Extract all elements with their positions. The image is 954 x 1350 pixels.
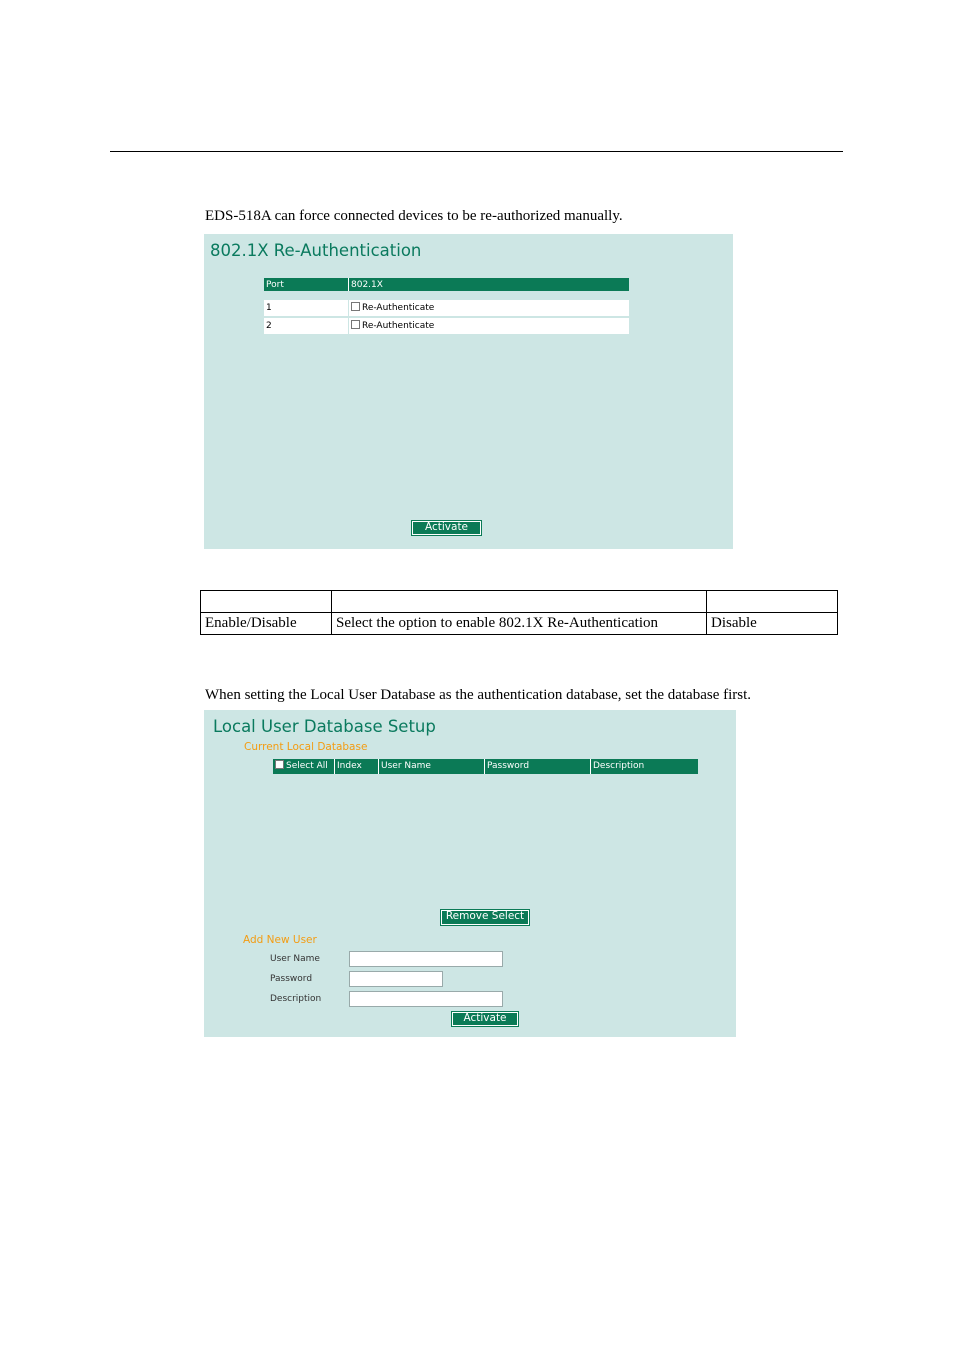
reauth-panel (204, 234, 733, 549)
port-cell: 2 (264, 318, 349, 334)
table-row (264, 300, 629, 316)
description-cell: Select the option to enable 802.1X Re-Authentication (332, 613, 707, 635)
current-db-label: Current Local Database (244, 741, 368, 753)
header-cell (332, 591, 707, 613)
activate-button[interactable]: Activate (412, 521, 481, 535)
table-row (264, 318, 629, 334)
db-header-row (273, 759, 698, 774)
password-label: Password (270, 974, 313, 984)
table-row (201, 613, 838, 635)
user-name-input[interactable] (349, 951, 503, 967)
reauth-title: 802.1X Re-Authentication (210, 241, 422, 260)
add-new-user-label: Add New User (243, 934, 317, 946)
header-rule (110, 151, 843, 152)
col-user-name: User Name (379, 759, 485, 774)
col-index: Index (335, 759, 379, 774)
remove-select-button[interactable]: Remove Select (441, 910, 529, 925)
local-db-panel (204, 710, 736, 1037)
intro-text: EDS-518A can force connected devices to be re-authorized manually. (205, 208, 623, 224)
col-port: Port (264, 278, 349, 291)
select-all-checkbox[interactable] (275, 760, 284, 769)
col-description: Description (593, 761, 645, 771)
default-cell: Disable (707, 613, 838, 635)
select-all-label: Select All (286, 761, 328, 771)
col-select-all[interactable] (273, 759, 335, 774)
table-header-row (201, 591, 838, 613)
description-input[interactable] (349, 991, 503, 1007)
reauth-header-row (264, 278, 629, 291)
local-db-note: When setting the Local User Database as the authentication database, set the database first. (205, 687, 752, 703)
add-user-activate-button[interactable]: Activate (452, 1012, 518, 1026)
reauth-option-label: Re-Authenticate (362, 321, 435, 331)
reauth-option-label: Re-Authenticate (362, 303, 435, 313)
setting-cell: Enable/Disable (201, 613, 332, 635)
header-cell (201, 591, 332, 613)
description-label: Description (270, 994, 322, 1004)
setting-table (200, 590, 838, 635)
user-name-label: User Name (270, 954, 320, 964)
col-8021x: 802.1X (351, 280, 383, 290)
header-cell (707, 591, 838, 613)
reauth-checkbox[interactable] (351, 302, 360, 311)
reauth-checkbox[interactable] (351, 320, 360, 329)
reauth-option[interactable] (349, 300, 629, 316)
local-db-title: Local User Database Setup (213, 717, 436, 736)
port-cell: 1 (264, 300, 349, 316)
reauth-option[interactable] (349, 318, 629, 334)
password-input[interactable] (349, 971, 443, 987)
col-password: Password (485, 759, 591, 774)
